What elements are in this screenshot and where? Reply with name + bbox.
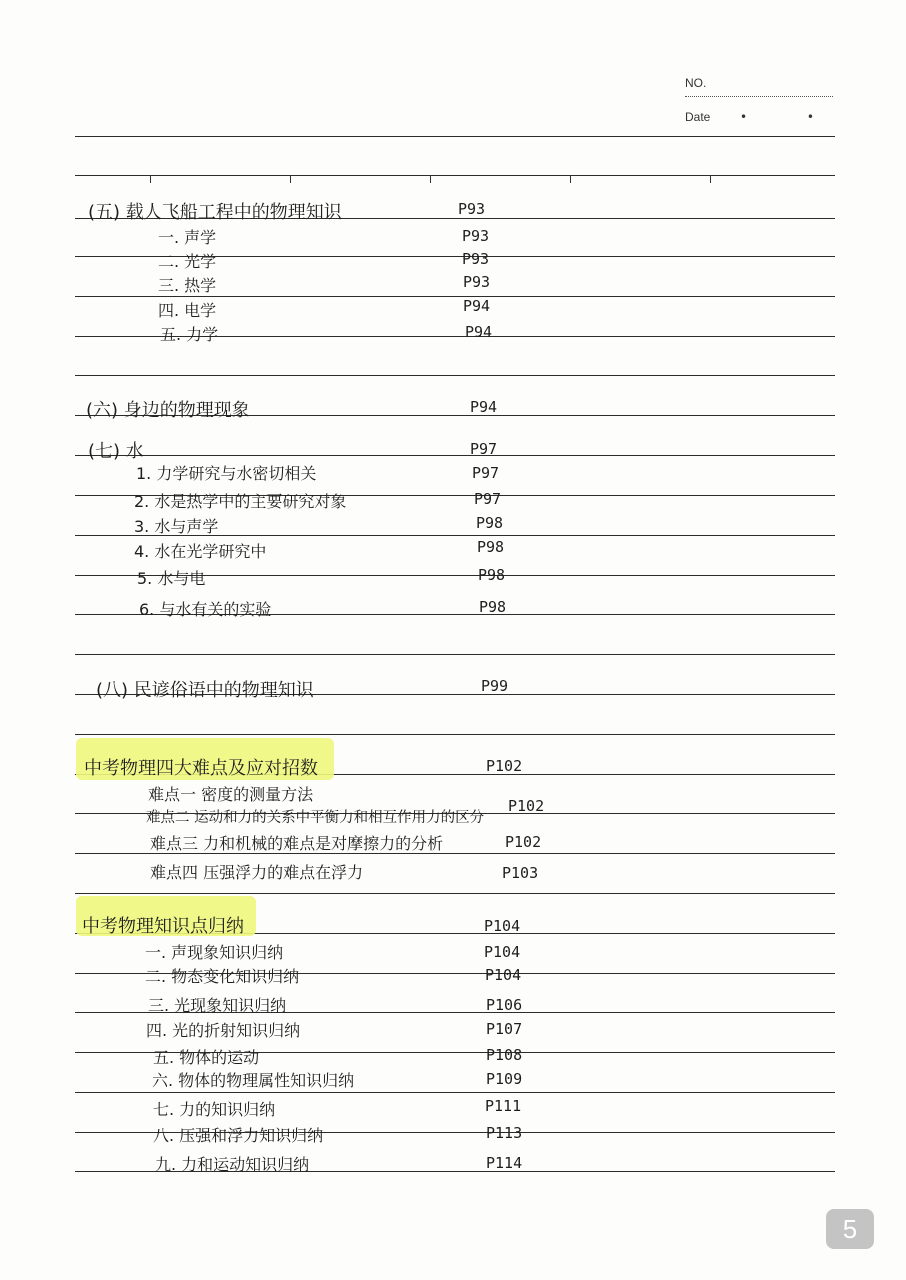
section-title-highlighted: 中考物理四大难点及应对招数 [84, 758, 318, 779]
toc-item: 2. 水是热学中的主要研究对象 [134, 492, 347, 511]
page-ref: P97 [470, 440, 498, 458]
toc-item: 难点一 密度的测量方法 [148, 785, 314, 804]
page-ref: P104 [485, 966, 522, 984]
ruled-line [75, 1092, 835, 1093]
page-ref: P114 [486, 1154, 523, 1172]
page-ref: P94 [463, 297, 491, 315]
ruled-line [75, 375, 835, 376]
section-title: (五) 载人飞船工程中的物理知识 [88, 202, 342, 223]
page-ref: P98 [477, 538, 505, 556]
page-ref: P106 [486, 996, 523, 1014]
page-ref: P93 [462, 250, 490, 268]
page-ref: P98 [476, 514, 504, 532]
section-title: (八) 民谚俗语中的物理知识 [96, 680, 314, 701]
page-ref: P109 [486, 1070, 523, 1088]
toc-item: 五. 物体的运动 [153, 1048, 260, 1067]
toc-item: 一. 声现象知识归纳 [145, 943, 284, 962]
toc-item: 三. 热学 [158, 276, 217, 295]
page-ref: P98 [479, 598, 507, 616]
page-ref: P108 [486, 1046, 523, 1064]
page-ref: P97 [472, 464, 500, 482]
rule-tick [710, 175, 711, 183]
ruled-line [75, 175, 835, 176]
toc-item: 六. 物体的物理属性知识归纳 [152, 1071, 355, 1090]
toc-item: 三. 光现象知识归纳 [148, 996, 287, 1015]
toc-item: 四. 光的折射知识归纳 [146, 1021, 301, 1040]
page-ref: P93 [463, 273, 491, 291]
page-ref: P102 [505, 833, 542, 851]
rule-tick [570, 175, 571, 183]
section-title: (七) 水 [88, 441, 144, 462]
page-ref: P104 [484, 943, 521, 961]
no-dotted-line [685, 96, 833, 97]
ruled-line [75, 654, 835, 655]
page-ref: P113 [486, 1124, 523, 1142]
section-title: (六) 身边的物理现象 [86, 400, 250, 421]
toc-item: 八. 压强和浮力知识归纳 [153, 1126, 324, 1145]
toc-item: 3. 水与声学 [134, 517, 219, 536]
ruled-line [75, 734, 835, 735]
page-number-badge: 5 [826, 1209, 874, 1249]
toc-item: 四. 电学 [158, 301, 217, 320]
toc-item: 6. 与水有关的实验 [139, 600, 272, 619]
ruled-line [75, 893, 835, 894]
toc-item: 九. 力和运动知识归纳 [155, 1155, 310, 1174]
page-ref: P94 [465, 323, 493, 341]
page-ref: P98 [478, 566, 506, 584]
no-label: NO. [685, 76, 707, 90]
toc-item: 五. 力学 [160, 325, 219, 344]
toc-item: 二. 物态变化知识归纳 [145, 967, 300, 986]
page-ref: P107 [486, 1020, 523, 1038]
date-label: Date [685, 110, 711, 124]
rule-tick [430, 175, 431, 183]
page-ref: P93 [462, 227, 490, 245]
section-title-highlighted: 中考物理知识点归纳 [82, 916, 244, 937]
ruled-line [75, 136, 835, 137]
rule-tick [290, 175, 291, 183]
page-ref: P97 [474, 490, 502, 508]
page-ref: P104 [484, 917, 521, 935]
ruled-line [75, 296, 835, 297]
page-ref: P93 [458, 200, 486, 218]
page-ref: P103 [502, 864, 539, 882]
toc-item: 4. 水在光学研究中 [134, 542, 267, 561]
toc-item: 七. 力的知识归纳 [153, 1100, 276, 1119]
toc-item: 二. 光学 [158, 252, 217, 271]
page-ref: P99 [481, 677, 509, 695]
page-ref: P94 [470, 398, 498, 416]
toc-item: 难点三 力和机械的难点是对摩擦力的分析 [150, 834, 444, 853]
page-ref: P102 [508, 797, 545, 815]
toc-item: 5. 水与电 [137, 569, 206, 588]
toc-item: 1. 力学研究与水密切相关 [136, 464, 317, 483]
page-ref: P102 [486, 757, 523, 775]
date-dots: • • [740, 110, 842, 124]
ruled-line [75, 455, 835, 456]
toc-item: 难点四 压强浮力的难点在浮力 [150, 863, 364, 882]
toc-item: 难点二 运动和力的关系中平衡力和相互作用力的区分 [146, 810, 485, 826]
rule-tick [150, 175, 151, 183]
toc-item: 一. 声学 [158, 228, 217, 247]
page-ref: P111 [485, 1097, 522, 1115]
